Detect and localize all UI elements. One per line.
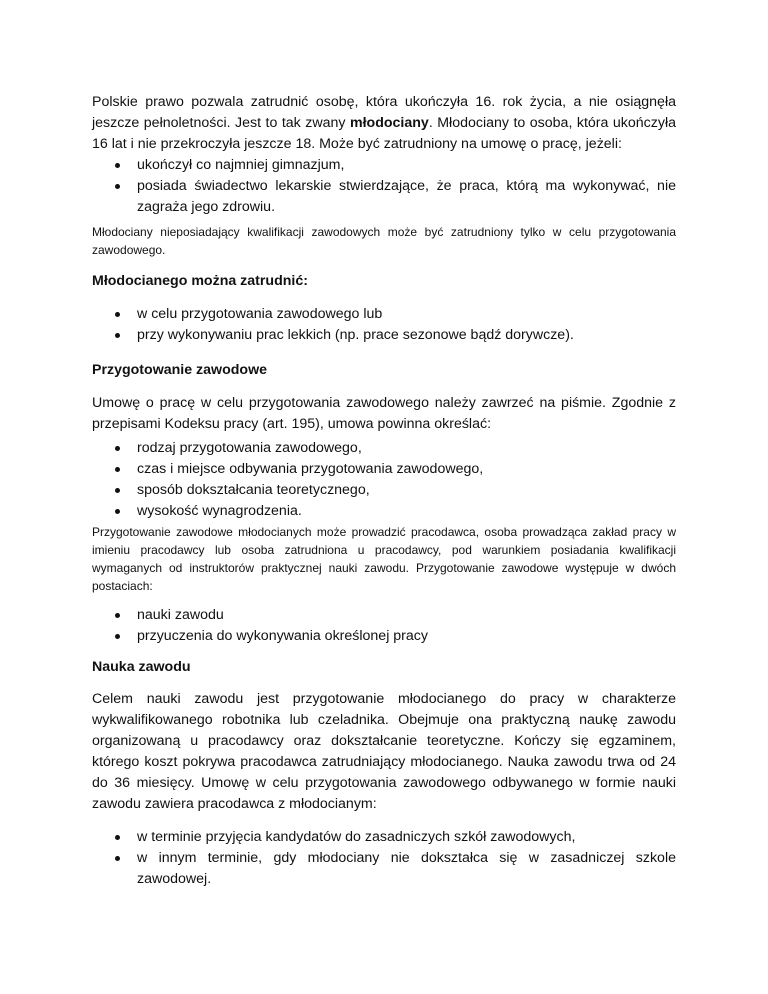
forms-list	[92, 605, 676, 647]
intro-text-end: . Młodociany to osoba, która ukończyła 16 lat i nie przekroczyła jeszcze 18. Może być zatrudniony na umowę o pracę, jeżeli:	[92, 115, 676, 152]
note-who-conducts: Przygotowanie zawodowe młodocianych może prowadzić pracodawca, osoba prowadząca zakład pracy w imieniu pracodawcy lub osoba zatrudniona u pracodawcy, pod warunkiem posiadania kwalifikacji wymaganych od instruktorów praktycznej nauki zawodu. Przygotowanie zawodowe występuje w dwóch postaciach:	[92, 525, 676, 593]
list-item: czas i miejsce odbywania przygotowania zawodowego,	[92, 459, 676, 480]
apprenticeship-paragraph: Celem nauki zawodu jest przygotowanie młodocianego do pracy w charakterze wykwalifikowanego robotnika lub czeladnika. Obejmuje ona praktyczną naukę zawodu organizowaną u pracodawcy oraz dokształcanie teoretyczne. Kończy się egzaminem, którego koszt pokrywa pracodawca zatrudniający młodocianego. Nauka zawodu trwa od 24 do 36 miesięcy. Umowę w celu przygotowania zawodowego odbywanego w formie nauki zawodu zawiera pracodawca z młodocianym:	[92, 691, 676, 812]
heading-vocational-prep: Przygotowanie zawodowe	[92, 362, 268, 378]
list-item: w innym terminie, gdy młodociany nie dokształca się w zasadniczej szkole zawodowej.	[92, 848, 676, 890]
list-item: sposób dokształcania teoretycznego,	[92, 480, 676, 501]
contract-paragraph: Umowę o pracę w celu przygotowania zawodowego należy zawrzeć na piśmie. Zgodnie z przepisami Kodeksu pracy (art. 195), umowa powinna określać:	[92, 395, 676, 432]
contract-terms-list	[92, 438, 676, 522]
heading-apprenticeship: Nauka zawodu	[92, 659, 191, 675]
list-item: wysokość wynagrodzenia.	[92, 501, 676, 522]
list-item: przyuczenia do wykonywania określonej pracy	[92, 626, 676, 647]
list-item: ukończył co najmniej gimnazjum,	[92, 155, 676, 176]
list-item: rodzaj przygotowania zawodowego,	[92, 438, 676, 459]
intro-paragraph	[92, 92, 676, 155]
list-item: w terminie przyjęcia kandydatów do zasadniczych szkół zawodowych,	[92, 827, 676, 848]
list-item: w celu przygotowania zawodowego lub	[92, 304, 676, 325]
list-item: przy wykonywaniu prac lekkich (np. prace sezonowe bądź dorywcze).	[92, 325, 676, 346]
list-item: nauki zawodu	[92, 605, 676, 626]
list-item: posiada świadectwo lekarskie stwierdzające, że praca, którą ma wykonywać, nie zagraża jego zdrowiu.	[92, 176, 676, 218]
contract-timing-list	[92, 827, 676, 890]
intro-text-start: Polskie prawo pozwala zatrudnić osobę, która ukończyła 16. rok życia, a nie osiągnęła jeszcze pełnoletności. Jest to tak zwany	[92, 94, 676, 131]
intro-bold-term: młodociany	[349, 115, 429, 131]
heading-employment: Młodocianego można zatrudnić:	[92, 273, 308, 289]
employment-purpose-list	[92, 304, 676, 346]
conditions-list	[92, 155, 676, 218]
note-qualifications: Młodociany nieposiadający kwalifikacji zawodowych może być zatrudniony tylko w celu przygotowania zawodowego.	[92, 225, 676, 257]
